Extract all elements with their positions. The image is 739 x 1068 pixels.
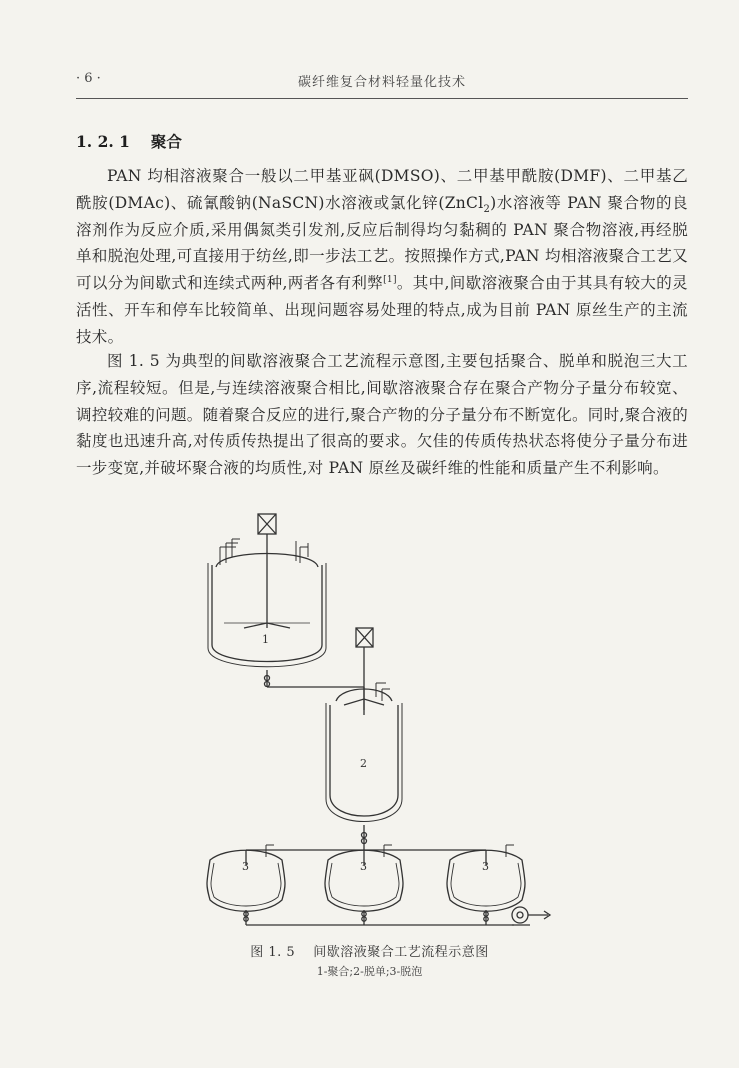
- paragraph-1-text-a: PAN 均相溶液聚合一般以二甲基亚砜(DMSO)、二甲基甲酰胺(DMF)、二甲基乙酰胺(DMAc)、硫氰酸钠(NaSCN)水溶液或氯化锌(ZnCl: [76, 167, 688, 212]
- vessel-label-2: 2: [360, 757, 367, 770]
- header-rule: [76, 98, 688, 99]
- reference-marker: [1]: [383, 275, 397, 286]
- process-flow-diagram: [196, 505, 566, 935]
- paragraph-1-text-b: )水溶液等 PAN 聚合物的良溶剂作为反应介质,采用偶氮类引发剂,反应后制得均匀黏稠的 PAN 聚合物溶液,再经脱单和脱泡处理,可直接用于纺丝,即一步法工艺。按照操作方式,PAN 均相溶液聚合工艺又可以分为间歇式和连续式两种,两者各有利弊: [76, 193, 688, 293]
- vessel-label-3a: 3: [242, 860, 249, 873]
- reactor-vessel-1: [208, 514, 326, 667]
- vessel-label-1: 1: [262, 633, 269, 646]
- vessel-label-3c: 3: [482, 860, 489, 873]
- paragraph-1: [76, 163, 688, 351]
- pump-icon: [512, 907, 530, 925]
- vessel-label-3b: 3: [360, 860, 367, 873]
- paragraph-2: 图 1. 5 为典型的间歇溶液聚合工艺流程示意图,主要包括聚合、脱单和脱泡三大工序,流程较短。但是,与连续溶液聚合相比,间歇溶液聚合存在聚合产物分子量分布较宽、调控较难的问题。随着聚合反应的进行,聚合产物的分子量分布不断宽化。同时,聚合液的黏度也迅速升高,对传质传热提出了很高的要求。欠佳的传质传热状态将使分子量分布进一步变宽,并破坏聚合液的均质性,对 PAN 原丝及碳纤维的性能和质量产生不利影响。: [76, 352, 688, 478]
- subscript: 2: [483, 203, 491, 215]
- figure-legend: 1-聚合;2-脱单;3-脱泡: [316, 965, 423, 978]
- demonomer-vessel-2: [326, 628, 402, 822]
- section-heading: 1. 2. 1 聚合: [76, 132, 182, 151]
- figure-caption: 图 1. 5 间歇溶液聚合工艺流程示意图: [250, 945, 489, 960]
- running-header: [76, 71, 688, 93]
- page-number: · 6 ·: [76, 71, 101, 86]
- book-title: 碳纤维复合材料轻量化技术: [297, 75, 466, 90]
- paragraph-1-text-c: 。其中,间歇溶液聚合由于其具有较大的灵活性、开车和停车比较简单、出现问题容易处理的特点,成为目前 PAN 原丝生产的主流技术。: [76, 274, 688, 346]
